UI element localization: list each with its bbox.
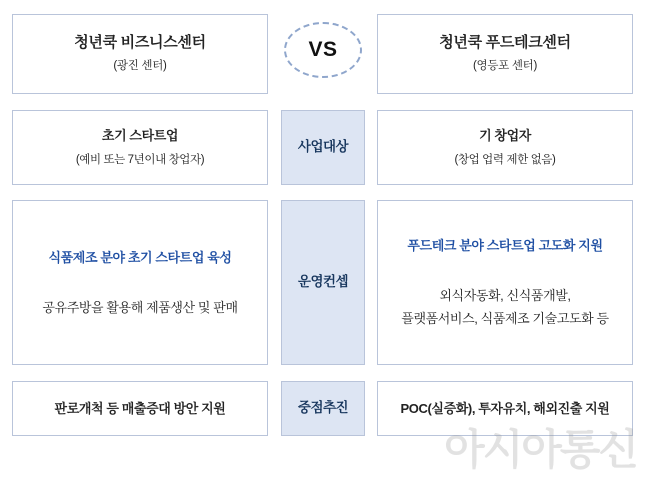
row-3-left-main: 판로개척 등 매출증대 방안 지원 <box>54 400 226 416</box>
header-left-title: 청년쿡 비즈니스센터 <box>74 34 206 52</box>
row-1-right-sub: (창업 업력 제한 없음) <box>454 153 556 166</box>
row-1-left-cell <box>12 110 268 185</box>
row-2-right-cell <box>377 200 633 365</box>
row-2-left-cell <box>12 200 268 365</box>
row-3-right-main: POC(실증화), 투자유치, 해외진출 지원 <box>400 400 610 416</box>
row-2-label: 운영컨셉 <box>297 274 349 290</box>
row-2-right-highlight: 푸드테크 분야 스타트업 고도화 지원 <box>407 238 603 254</box>
header-card-right <box>377 14 633 94</box>
row-1-label-cell <box>281 110 365 185</box>
row-1-label: 사업대상 <box>297 139 349 155</box>
row-3-left-cell <box>12 381 268 436</box>
header-left-subtitle: (광진 센터) <box>113 60 167 73</box>
row-2-label-cell <box>281 200 365 365</box>
row-2-right-body-2: 플랫폼서비스, 식품제조 기술고도화 등 <box>401 311 609 327</box>
row-1-right-cell <box>377 110 633 185</box>
row-3-label: 중점추진 <box>297 400 349 416</box>
row-3-label-cell <box>281 381 365 436</box>
row-3-right-cell <box>377 381 633 436</box>
row-1-left-sub: (예비 또는 7년이내 창업자) <box>75 153 205 166</box>
vs-badge <box>284 22 362 78</box>
header-right-subtitle: (영등포 센터) <box>473 60 537 73</box>
vs-label: VS <box>308 38 338 61</box>
row-1-right-main: 기 창업자 <box>479 127 531 143</box>
row-2-left-body: 공유주방을 활용해 제품생산 및 판매 <box>42 299 238 315</box>
header-right-title: 청년쿡 푸드테크센터 <box>439 34 571 52</box>
watermark-text: 아시아통신 <box>444 426 637 473</box>
row-2-left-highlight: 식품제조 분야 초기 스타트업 육성 <box>48 249 232 265</box>
row-2-right-body-1: 외식자동화, 신식품개발, <box>439 287 571 303</box>
header-card-left <box>12 14 268 94</box>
row-1-left-main: 초기 스타트업 <box>101 127 179 143</box>
